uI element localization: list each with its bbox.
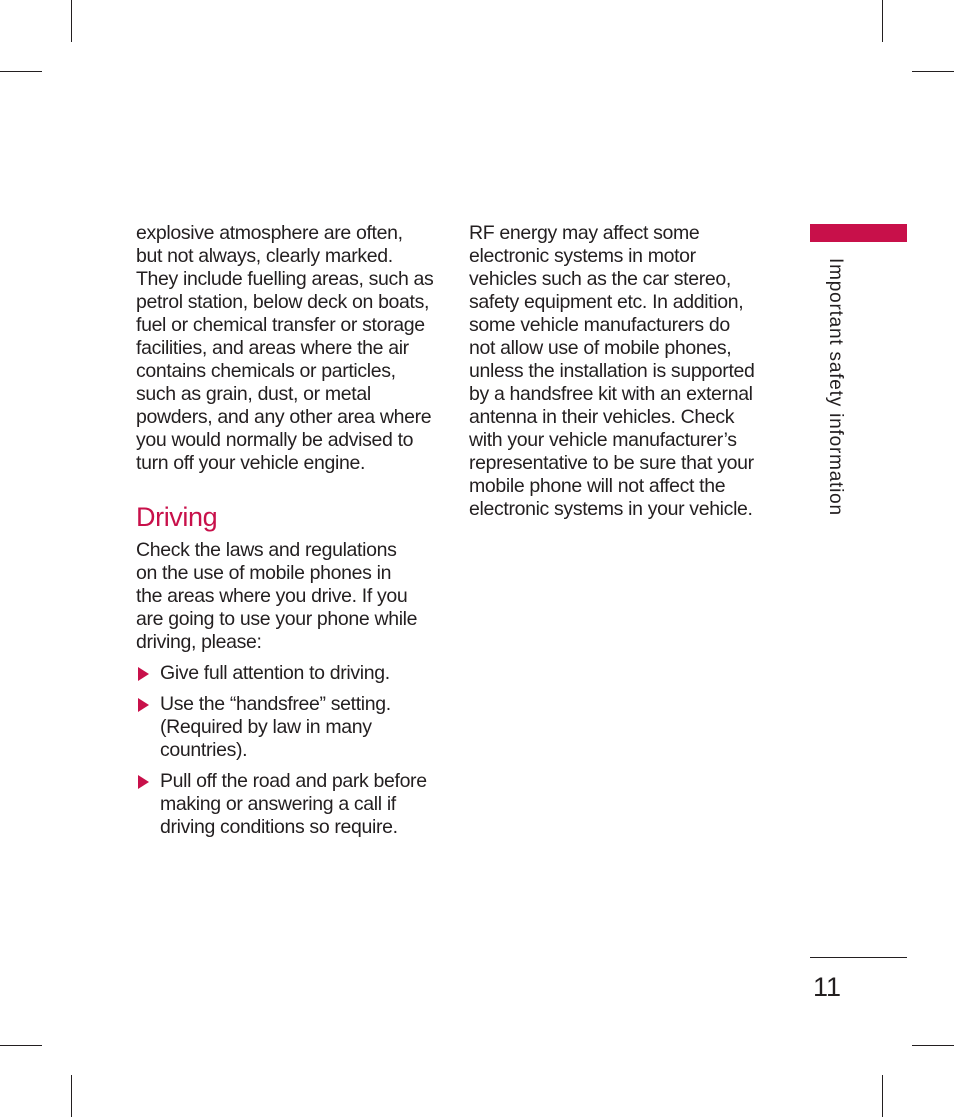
crop-mark — [912, 1045, 954, 1046]
text-line: Check the laws and regulations — [136, 539, 397, 561]
text-line: turn off your vehicle engine. — [136, 452, 366, 474]
section-tab-label: Important safety information — [825, 258, 846, 516]
text-line: the areas where you drive. If you — [136, 585, 408, 607]
text-line: are going to use your phone while — [136, 608, 418, 630]
intro-paragraph — [136, 222, 441, 475]
bullet-item — [136, 693, 441, 762]
text-line: contains chemicals or particles, — [136, 360, 396, 382]
text-line: representative to be sure that your — [469, 452, 754, 474]
text-line: electronic systems in your vehicle. — [469, 498, 753, 520]
text-line: Use the “handsfree” setting. — [160, 693, 391, 715]
crop-mark — [882, 1075, 883, 1117]
right-column — [469, 222, 769, 521]
text-line: facilities, and areas where the air — [136, 337, 409, 359]
page-number: 11 — [813, 972, 842, 1002]
text-line: electronic systems in motor — [469, 245, 696, 267]
crop-mark — [0, 71, 42, 72]
text-line: (Required by law in many — [160, 716, 372, 738]
bullet-item — [136, 770, 441, 839]
crop-mark — [71, 1075, 72, 1117]
section-heading-driving: Driving — [136, 502, 218, 532]
text-line: you would normally be advised to — [136, 429, 414, 451]
text-line: They include fuelling areas, such as — [136, 268, 434, 290]
text-line: such as grain, dust, or metal — [136, 383, 371, 405]
text-line: petrol station, below deck on boats, — [136, 291, 430, 313]
triangle-bullet-icon — [138, 667, 149, 681]
text-line: driving, please: — [136, 631, 262, 653]
bullet-item — [136, 662, 441, 685]
triangle-bullet-icon — [138, 698, 149, 712]
text-line: by a handsfree kit with an external — [469, 383, 753, 405]
text-line: antenna in their vehicles. Check — [469, 406, 735, 428]
bullet-list — [136, 662, 441, 839]
text-line: vehicles such as the car stereo, — [469, 268, 731, 290]
triangle-bullet-icon — [138, 775, 149, 789]
crop-mark — [71, 0, 72, 42]
left-column — [136, 222, 441, 839]
driving-paragraph — [136, 539, 441, 654]
text-line: RF energy may affect some — [469, 222, 700, 244]
text-line: safety equipment etc. In addition, — [469, 291, 744, 313]
text-line: not allow use of mobile phones, — [469, 337, 732, 359]
text-line: on the use of mobile phones in — [136, 562, 392, 584]
text-line: some vehicle manufacturers do — [469, 314, 730, 336]
text-line: fuel or chemical transfer or storage — [136, 314, 425, 336]
crop-mark — [0, 1045, 42, 1046]
text-line: but not always, clearly marked. — [136, 245, 393, 267]
text-line: with your vehicle manufacturer’s — [469, 429, 737, 451]
text-line: driving conditions so require. — [160, 816, 398, 838]
text-line: mobile phone will not affect the — [469, 475, 726, 497]
crop-mark — [882, 0, 883, 42]
text-line: countries). — [160, 739, 248, 761]
text-line: Pull off the road and park before — [160, 770, 427, 792]
text-line: powders, and any other area where — [136, 406, 432, 428]
text-line: unless the installation is supported — [469, 360, 755, 382]
crop-mark — [912, 71, 954, 72]
page-number-rule — [810, 957, 907, 958]
text-line: Give full attention to driving. — [160, 662, 390, 684]
rf-energy-paragraph — [469, 222, 769, 521]
section-tab-bar — [810, 224, 907, 242]
text-line: explosive atmosphere are often, — [136, 222, 403, 244]
text-line: making or answering a call if — [160, 793, 396, 815]
